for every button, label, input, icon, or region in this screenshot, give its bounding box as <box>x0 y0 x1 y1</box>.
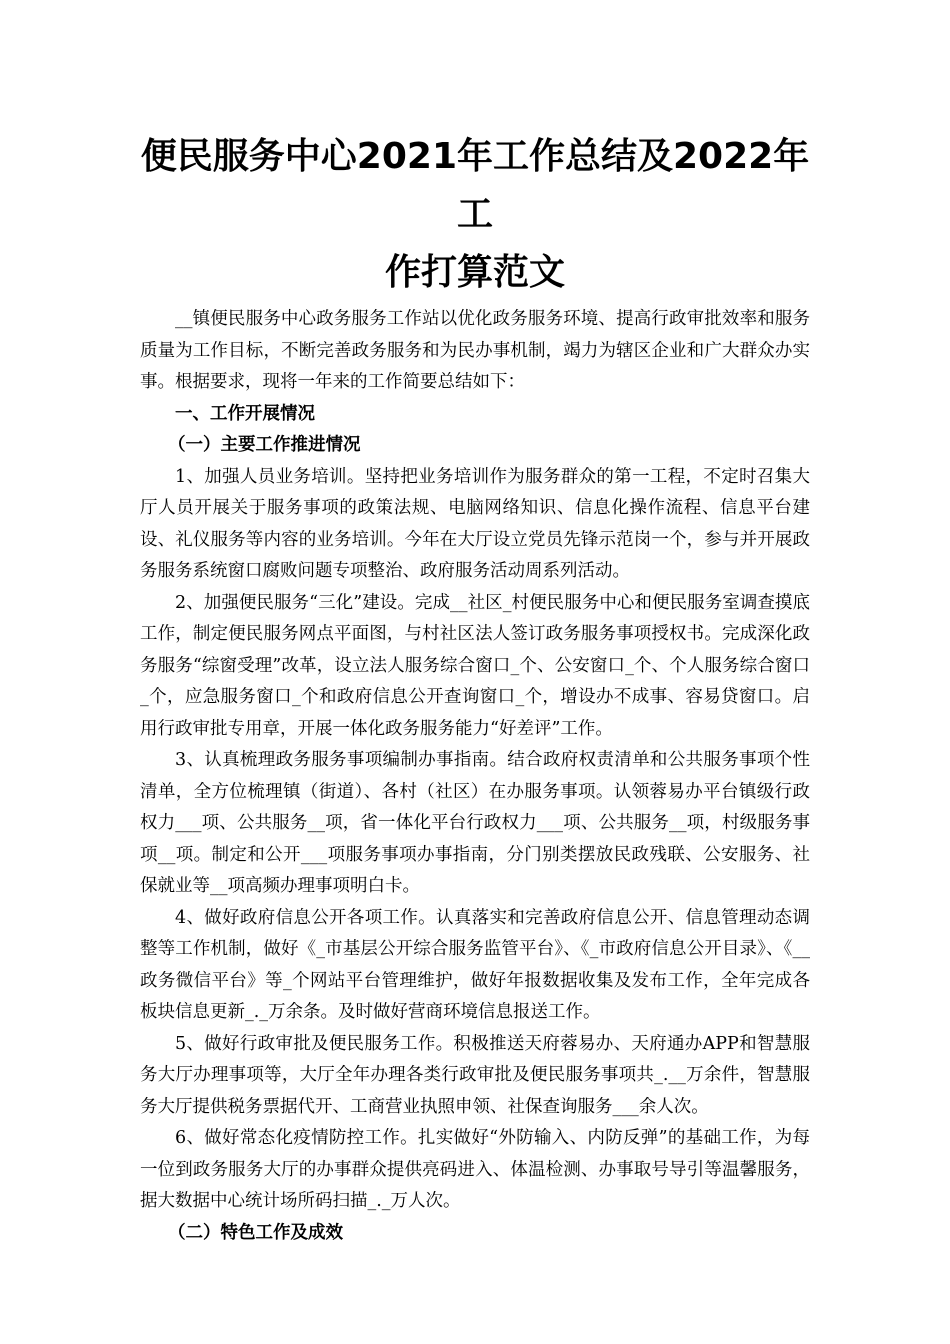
title-line-2: 作打算范文 <box>384 252 565 293</box>
item-paragraph-3: 3、认真梳理政务服务事项编制办事指南。结合政府权责清单和公共服务事项个性清单，全方位梳理镇（街道）、各村（社区）在办服务事项。认领蓉易办平台镇级行政权力___项、公共服务__项，省一体化平台行政权力___项、公共服务__项，村级服务事项__项。制定和公开___项服务事项办事指南，分门别类摆放民政残联、公安服务、社保就业等__项高频办理事项明白卡。 <box>140 750 810 896</box>
item-paragraph-2: 2、加强便民服务“三化”建设。完成__社区_村便民服务中心和便民服务室调查摸底工作，制定便民服务网点平面图，与村社区法人签订政务服务事项授权书。完成深化政务服务“综窗受理”改革，设立法人服务综合窗口_个、公安窗口_个、个人服务综合窗口_个，应急服务窗口_个和政府信息公开查询窗口_个，增设办不成事、容易贷窗口。启用行政审批专用章，开展一体化政务服务能力“好差评”工作。 <box>140 592 810 739</box>
document-page <box>140 128 810 1249</box>
document-title <box>140 128 810 302</box>
subsection-heading-1: （一）主要工作推进情况 <box>168 435 361 455</box>
item-paragraph-4: 4、做好政府信息公开各项工作。认真落实和完善政府信息公开、信息管理动态调整等工作机制，做好《_市基层公开综合服务监管平台》、《_市政府信息公开目录》、《__政务微信平台》等_个网站平台管理维护，做好年报数据收集及发布工作，全年完成各板块信息更新_._万余条。及时做好营商环境信息报送工作。 <box>140 907 810 1022</box>
title-line-1: 便民服务中心2021年工作总结及2022年工 <box>140 136 810 235</box>
intro-paragraph: __镇便民服务中心政务服务工作站以优化政务服务环境、提高行政审批效率和服务质量为工作目标，不断完善政务服务和为民办事机制，竭力为辖区企业和广大群众办实事。根据要求，现将一年来的工作简要总结如下： <box>140 309 810 392</box>
item-paragraph-5: 5、做好行政审批及便民服务工作。积极推送天府蓉易办、天府通办APP和智慧服务大厅办理事项等，大厅全年办理各类行政审批及便民服务事项共_.__万余件，智慧服务大厅提供税务票据代开、工商营业执照申领、社保查询服务___余人次。 <box>140 1033 810 1117</box>
item-paragraph-6: 6、做好常态化疫情防控工作。扎实做好“外防输入、内防反弹”的基础工作，为每一位到政务服务大厅的办事群众提供亮码进入、体温检测、办事取号导引等温馨服务，据大数据中心统计场所码扫描_._万人次。 <box>140 1128 810 1211</box>
item-paragraph-1: 1、加强人员业务培训。坚持把业务培训作为服务群众的第一工程，不定时召集大厅人员开展关于服务事项的政策法规、电脑网络知识、信息化操作流程、信息平台建设、礼仪服务等内容的业务培训。今年在大厅设立党员先锋示范岗一个，参与并开展政务服务系统窗口腐败问题专项整治、政府服务活动周系列活动。 <box>140 466 810 581</box>
subsection-heading-2: （二）特色工作及成效 <box>168 1222 343 1243</box>
section-heading-1: 一、工作开展情况 <box>175 403 315 424</box>
